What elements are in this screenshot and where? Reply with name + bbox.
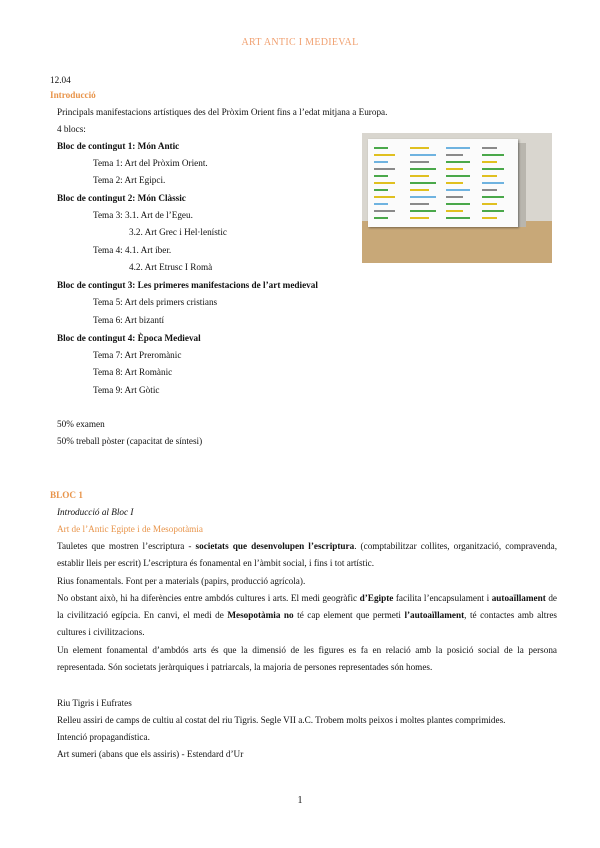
poster-photo-line [410,210,436,212]
paragraph-2: Rius fonamentals. Font per a materials (papirs, producció agrícola). [57,576,306,586]
block-title: : Època Medieval [132,333,201,343]
p3-bold-autoaillament-2: l’autoaïllament [404,610,465,620]
poster-percent: 50% [57,436,74,446]
p3-text-g: té cap element que permeti [293,610,405,620]
topic-5: Tema 5: Art dels primers cristians [93,297,218,307]
poster-photo-line [482,161,497,163]
intro-heading: Introducció [50,90,96,100]
poster-photo-line [410,182,436,184]
p3-text-a: No obstant això, hi ha diferències entre ambdós cultures i arts. El medi geogràfic [57,593,360,603]
block-title: : Món Antic [132,141,180,151]
poster-photo-line [446,217,470,219]
p3-text-e: de la civilització egípcia. En canvi, el medi de [57,593,557,620]
poster-photo-line [446,210,463,212]
p1-text: Tauletes que mostren l’escriptura - [57,541,196,551]
block-label: Bloc de contingut 4 [57,333,133,343]
intro-line-2: 4 blocs: [57,124,86,134]
poster-photo-line [446,182,463,184]
poster-photo-line [374,154,395,156]
block-label: Bloc de contingut 3 [57,280,133,290]
paragraph-4: Un element fonamental d’ambdós arts és que la dimensió de les figures es fa en relació amb la posició social de la persona representada. Són societats jeràrquiques i patriarcals, la majoria de persones representades són homes. [57,645,557,672]
page-header-title: ART ANTIC I MEDIEVAL [241,37,359,48]
poster-photo-line [482,217,497,219]
intro-line-1: Principals manifestacions artístiques des del Pròxim Orient fins a l’edat mitjana a Europa. [57,107,388,117]
topic-7: Tema 7: Art Preromànic [93,350,182,360]
block-label: Bloc de contingut 1 [57,141,133,151]
evaluation-poster [57,435,202,447]
poster-photo-line [374,210,395,212]
topic-1: Tema 1: Art del Pròxim Orient. [93,158,208,168]
p3-bold-autoaillament: autoaïllament [491,593,546,603]
poster-photo-line [482,147,497,149]
poster-photo-line [374,196,395,198]
poster-photo-line [374,175,388,177]
poster-photo-line [446,168,463,170]
p3-bold-egipte: d’Egipte [359,593,394,603]
poster-photo-line [410,203,429,205]
date-label: 12.04 [50,75,71,85]
block-3-heading [57,279,318,291]
poster-photo-line [374,217,388,219]
bloc1-subheading: Art de l’Antic Egipte i de Mesopotàmia [57,524,203,534]
paragraph-6: Relleu assiri de camps de cultiu al costat del riu Tigris. Segle VII a.C. Trobem molts peixos i moltes plantes comprimides. [57,715,506,725]
topic-4: Tema 4: 4.1. Art íber. [93,245,172,255]
poster-photo-line [482,196,504,198]
block-1-heading [57,140,179,152]
poster-photo-line [482,210,504,212]
poster-photo-line [374,189,388,191]
poster-photo-line [374,182,395,184]
p3-text-i: , té contactes amb altres cultures i civilitzacions. [57,610,557,637]
topic-2: Tema 2: Art Egipci. [93,175,166,185]
bloc1-heading: BLOC 1 [50,490,83,500]
block-2-heading [57,192,186,204]
poster-photo-line [446,189,470,191]
block-4-heading [57,332,201,344]
poster-photo-line [446,203,470,205]
poster-photo-line [482,154,504,156]
page-number: 1 [297,795,303,806]
poster-photo-line [410,175,429,177]
block-title: : Món Clàssic [132,193,186,203]
paragraph-8: Art sumeri (abans que els assiris) - Estendard d’Ur [57,749,244,759]
topic-3: Tema 3: 3.1. Art de l’Egeu. [93,210,193,220]
paragraph-3 [57,590,557,641]
poster-photo-line [482,203,497,205]
poster-photo-line [410,168,436,170]
poster-label: treball pòster (capacitat de síntesi) [73,436,203,446]
poster-photo-line [446,147,470,149]
exam-percent: 50% [57,419,74,429]
block-title: : Les primeres manifestacions de l’art medieval [132,280,318,290]
poster-photo-line [410,217,429,219]
topic-6: Tema 6: Art bizantí [93,315,165,325]
evaluation-exam [57,418,105,430]
p1-text-2: . (comptabilitzar collites, organització, compravenda, establir lleis per escrit) L’escriptura és fonamental en l’àmbit social, i fins i tot artístic. [57,541,558,568]
paragraph-7: Intenció propagandística. [57,732,150,742]
poster-photo-line [482,168,504,170]
block-label: Bloc de contingut 2 [57,193,133,203]
paragraph-5: Riu Tigris i Eufrates [57,698,132,708]
p1-bold: societats que desenvolupen l’escriptura [195,541,355,551]
poster-photo-line [446,161,470,163]
bloc1-intro: Introducció al Bloc I [57,507,134,517]
topic-3-2: 3.2. Art Grec i Hel·lenístic [129,227,227,237]
poster-photo-line [410,161,429,163]
exam-label: examen [73,419,105,429]
poster-photo-line [446,154,463,156]
poster-photo-line [446,196,463,198]
p3-text-c: facilita l’encapsulament i [393,593,492,603]
paragraph-1 [57,538,557,572]
topic-4-2: 4.2. Art Etrusc I Romà [129,262,213,272]
poster-photo-line [410,154,436,156]
poster-photo-line [374,161,388,163]
poster-photo [362,133,552,263]
topic-9: Tema 9: Art Gòtic [93,385,160,395]
poster-photo-line [374,203,388,205]
poster-photo-line [482,175,497,177]
poster-photo-line [410,189,429,191]
poster-photo-line [410,196,436,198]
p3-bold-mesopotamia: Mesopotàmia no [227,610,294,620]
poster-photo-line [446,175,470,177]
poster-photo-line [482,189,497,191]
poster-photo-line [410,147,429,149]
poster-photo-line [482,182,504,184]
poster-photo-line [374,168,395,170]
poster-photo-line [374,147,388,149]
topic-8: Tema 8: Art Romànic [93,367,173,377]
